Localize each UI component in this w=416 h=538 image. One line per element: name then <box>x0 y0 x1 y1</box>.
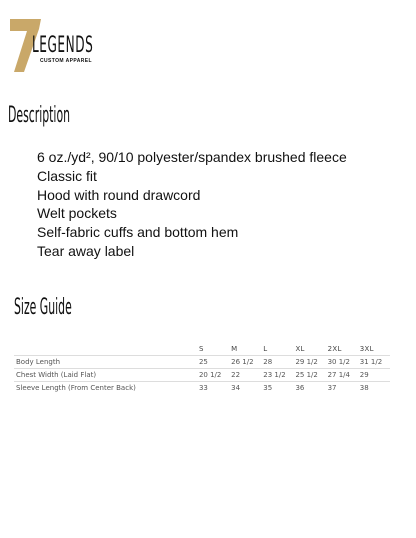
table-header-cell: XL <box>293 342 325 356</box>
list-item: Classic fit <box>37 167 97 184</box>
list-item: Hood with round drawcord <box>37 186 201 203</box>
table-row <box>14 369 390 382</box>
feature-list <box>37 148 347 261</box>
logo-wordmark: LEGENDS <box>32 33 94 58</box>
table-cell: 34 <box>229 382 261 395</box>
table-cell: 33 <box>197 382 229 395</box>
size-guide-table <box>14 342 390 394</box>
description-heading: Description <box>8 103 71 128</box>
list-item: Tear away label <box>37 242 135 259</box>
table-header-cell: S <box>197 342 229 356</box>
size-guide-heading: Size Guide <box>14 295 72 320</box>
table-cell: 29 <box>358 369 390 382</box>
brand-logo <box>8 17 98 75</box>
table-cell: 31 1/2 <box>358 356 390 369</box>
table-cell: 27 1/4 <box>326 369 358 382</box>
logo-subtitle: CUSTOM APPAREL <box>40 58 92 64</box>
table-cell: 22 <box>229 369 261 382</box>
table-header-cell: 2XL <box>326 342 358 356</box>
table-row <box>14 382 390 395</box>
table-cell: 25 1/2 <box>293 369 325 382</box>
table-header-cell: 3XL <box>358 342 390 356</box>
table-row <box>14 356 390 369</box>
table-cell: 36 <box>293 382 325 395</box>
table-header-cell: M <box>229 342 261 356</box>
table-cell: Body Length <box>14 356 197 369</box>
list-item: Self-fabric cuffs and bottom hem <box>37 224 239 241</box>
table-cell: 37 <box>326 382 358 395</box>
table-cell: Chest Width (Laid Flat) <box>14 369 197 382</box>
table-cell: 30 1/2 <box>326 356 358 369</box>
table-header-row <box>14 342 390 356</box>
table-header-cell: L <box>261 342 293 356</box>
table-cell: Sleeve Length (From Center Back) <box>14 382 197 395</box>
table-cell: 23 1/2 <box>261 369 293 382</box>
table-cell: 35 <box>261 382 293 395</box>
table-cell: 25 <box>197 356 229 369</box>
list-item: 6 oz./yd², 90/10 polyester/spandex brushed fleece <box>37 149 347 165</box>
table-header-cell <box>14 342 197 356</box>
table-cell: 26 1/2 <box>229 356 261 369</box>
table-cell: 38 <box>358 382 390 395</box>
table-cell: 29 1/2 <box>293 356 325 369</box>
table-cell: 20 1/2 <box>197 369 229 382</box>
table-cell: 28 <box>261 356 293 369</box>
list-item: Welt pockets <box>37 205 117 222</box>
